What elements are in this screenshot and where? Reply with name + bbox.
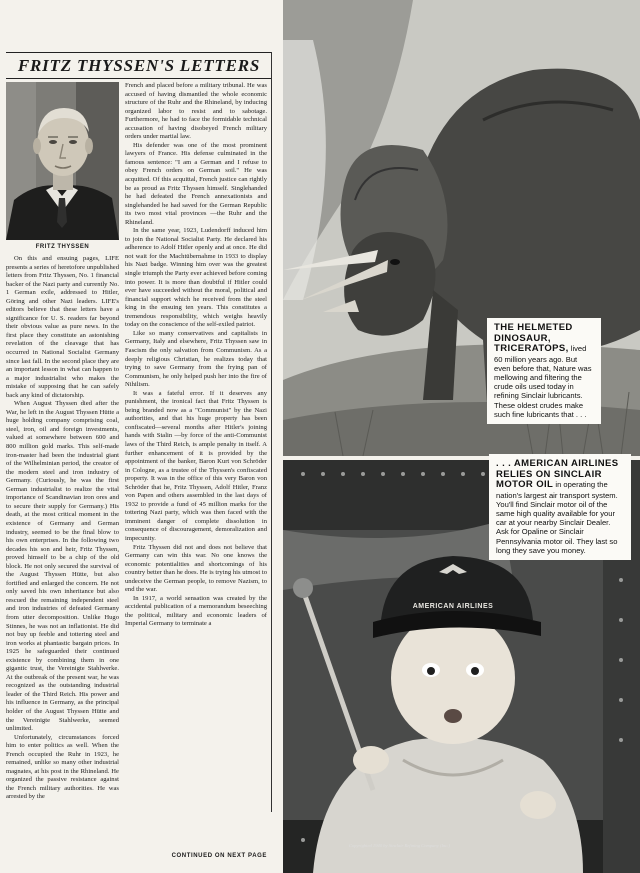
article	[0, 52, 272, 864]
article-paragraph: His defender was one of the most prominent lawyers of France. His defense culminated in the famous sentence: "I am a German and I refuse to obey French orders on German soil." He was acquitted. Of this acquittal, French justice can rightly be as proud as Fritz Thyssen himself. Singlehanded he had defeated the French annexationists and singlehanded he had saved for the German Republic its two most vital provinces —the Ruhr and the Rhineland.	[125, 141, 267, 226]
article-headline: FRITZ THYSSEN'S LETTERS	[6, 52, 272, 79]
thyssen-portrait-photo	[6, 82, 119, 240]
article-column-1	[6, 255, 119, 863]
column-divider	[271, 52, 272, 812]
ad-box1-headline: THE HELMETED DINOSAUR, TRICERATOPS,	[494, 322, 573, 354]
article-paragraph: When August Thyssen died after the War, he left in the August Thyssen Hütte a huge holding company comprising coal, steel, iron, oil and foreign investments, valued at somewhere between 600 and 800 million gold marks. This self-made iron-master had been the industrial giant of the Wilhelminian period, the creator of the modern steel and iron industry of Germany. (Curiously, he was the first German industrialist to realize the vital importance of Scandinavian iron ores and to secure their supply for Germany.) His death, at the most critical moment in the existence of Germany and German industry, seemed to be the final blow to his own enterprises. In the following two decades his son and heir, Fritz Thyssen, proved himself to be a chip of the old block. He not only secured the survival of the August Thyssen Hütte, but also fortified and enlarged the concern. He not only saved his own inheritance but also rescued the remaining independent steel and iron industries of defeated Germany from utter decomposition. Unlike Hugo Stinnes, he was not an inflationist. He did not buy up feeble and tottering steel and iron works at phantastic bargain prices. In 1925 he safeguarded their continued existence by combining them in one gigantic trust, the Vereinigte Stahlwerke. At the outbreak of the present war, he was recognized as the outstanding industrial leader of the Third Reich. His power and his influence in Germany, as the principal holder of the August Thyssen Hütte and the Vereinigte Stahlwerke, seemed unlimited.	[6, 400, 119, 733]
article-paragraph: In 1917, a world sensation was created by the accidental publication of a memorandum beseeching the political, military and economic leaders of Imperial Germany to terminate a	[125, 594, 267, 628]
article-paragraph: It was a fateful error. If it deserves any punishment, the ironical fact that Fritz Thyssen is being branded now as a "Communist" by the Nazi authorities, and that his huge property has been confiscated—several months after Hitler's joining hands with Stalin —by force of the anti-Communist laws of the Third Reich, is ample penalty in itself. A further enhancement of it is provided by the appointment of the banker, Baron Kurt von Schröder in Cologne, as a trustee of the Thyssen's confiscated property. It was in the office of this very Baron von Schröder that he, Fritz Thyssen, Adolf Hitler, Franz von Papen and others assembled in the last days of 1932 to provide a fund of 45 million marks for the tottering Nazi party, which was then faced with the imminent danger of complete dissolution in consequence of discouragement, demoralization and impecunity.	[125, 389, 267, 542]
article-column-2	[125, 82, 267, 858]
ad-copy-box-airlines	[489, 454, 631, 560]
ad-box2-body: in operating the nation's largest air transport system. You'll find Sinclair motor oil of the same high quality available for your car at your nearby Sinclair Dealer. Ask for Opaline or Sinclair Pennsylvania motor oil. They last so long they save you money.	[496, 480, 618, 555]
ad-box1-body: lived 60 million years ago. But even before that, Nature was mellowing and filtering the crude oils used today in refining Sinclair lubricants. These oldest crudes make such fine lubricants that . . .	[494, 344, 592, 419]
article-paragraph: Fritz Thyssen did not and does not believe that Germany can win this war. No one knows the economic potentialities and shortcomings of his country better than he does. He is trying his utmost to undeceive the German people, to remove Nazism, to end the war.	[125, 543, 267, 594]
copyright-notice: Copyrighted 1940 by Sinclair Refining Company (Inc.)	[348, 843, 450, 848]
article-paragraph: Unfortunately, circumstances forced him to enter politics as well. When the French occupied the Ruhr in 1923, he remained, unlike so many other industrial magnates, at his post in the Rhineland. He organized the passive resistance against the French military authorities. He was arrested by the	[6, 733, 119, 801]
article-paragraph: In the same year, 1923, Ludendorff induced him to join the National Socialist Party. He declared his adherence to Adolf Hitler openly and at once. He did not wait for the Machtübernahme in 1933 to display his Nazi badge. Winning him over was the greatest single triumph the Party ever achieved before coming into power. It is more than doubtful if Hitler could ever have succeeded without the moral, political and financial support which he received from the steel king in the ensuing ten years. This constitutes a tremendous responsibility, which weighs heavily today on the conscience of the self-exiled patriot.	[125, 227, 267, 329]
article-paragraph: Like so many conservatives and capitalists in Germany, Italy and elsewhere, Fritz Thyssen saw in Fascism the only salvation from Communism. As a deeply religious Christian, he realizes today that trying to save Germany from the frying pan of Communism, he only helped push her into the fire of Nihilism.	[125, 329, 267, 389]
cap-badge-text: AMERICAN AIRLINES	[412, 603, 494, 610]
article-paragraph: French and placed before a military tribunal. He was accused of having dismantled the whole economic structure of the Ruhr and the Rhineland, by inducing organized labor to resist and to sabotage. Furthermore, he had to face the formidable technical accusation of having disobeyed French military orders under martial law.	[125, 82, 267, 141]
ad-box2-headline: . . . AMERICAN AIRLINES RELIES ON SINCLAIR MOTOR OIL	[496, 458, 619, 490]
portrait-illustration	[6, 82, 119, 240]
sinclair-advertisement	[283, 0, 640, 873]
ad-copy-box-dinosaur	[487, 318, 601, 424]
article-paragraph: On this and ensuing pages, LIFE presents a series of heretofore unpublished letters from Fritz Thyssen, No. 1 financial backer of the Nazi party and currently No. 1 German exile, addressed to Hitler, Göring and other Nazi leaders. LIFE's editors believe that these letters have a significance for U. S. readers far beyond their obvious value as pure news. In the first place they constitute an astonishing revelation of the cleavage that has occurred in National Socialist Germany since last fall. In the second place they are an important lesson in what can happen to a major industrialist who makes the mistake of supposing that he can safely back any kind of dictatorship.	[6, 255, 119, 399]
continued-on-next-page: CONTINUED ON NEXT PAGE	[171, 853, 267, 859]
portrait-caption: FRITZ THYSSEN	[35, 244, 90, 250]
